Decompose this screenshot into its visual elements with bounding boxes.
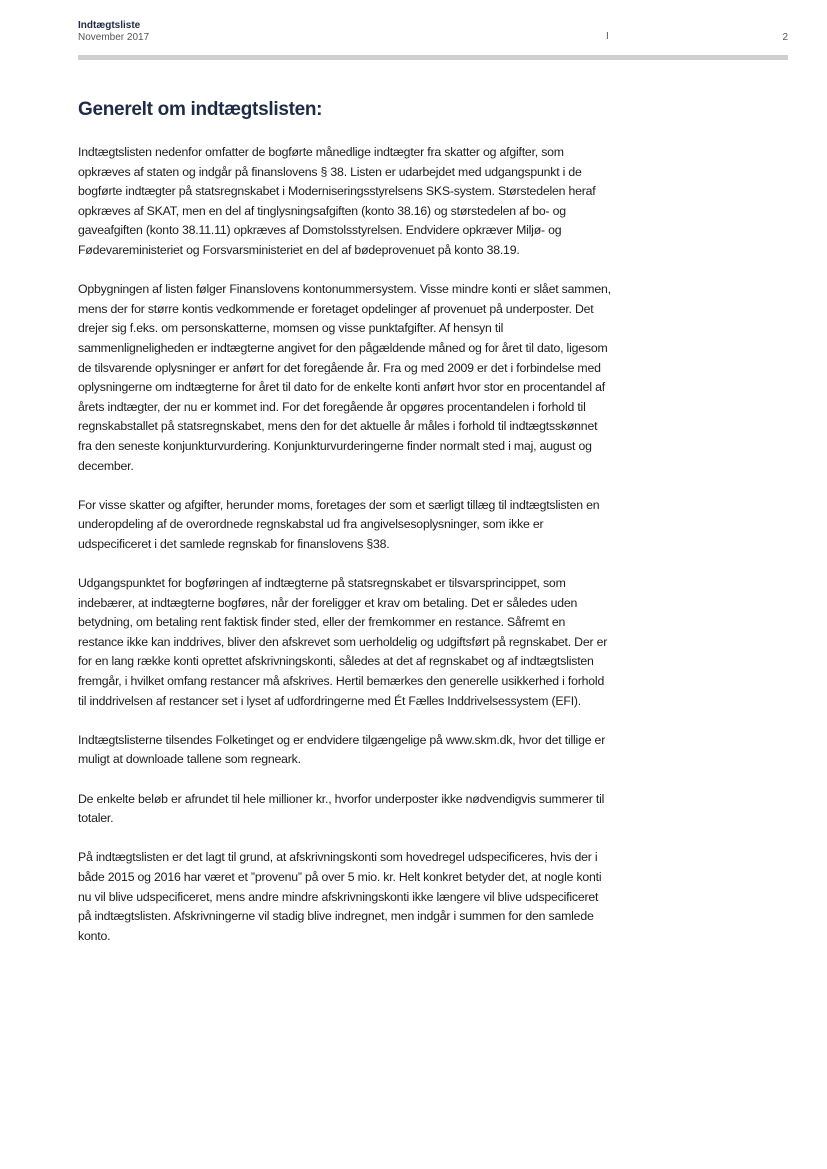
section-body [78,143,613,966]
paragraph: Opbygningen af listen følger Finanslovens kontonummersystem. Visse mindre konti er slået sammen, mens der for større kontis vedkommende er foretaget opdelinger af provenuet på underposter. Det drejer sig f.eks. om personskatterne, momsen og visse punktafgifter. Af hensyn til sammenligneligheden er indtægterne angivet for den pågældende måned og for året til dato, ligesom de tilsvarende oplysninger er anført for det foregående år. Fra og med 2009 er det i forbindelse med oplysningerne om indtægterne for året til dato for de enkelte konti anført hvor stor en procentandel af årets indtægter, der nu er kommet ind. For det foregående år opgøres procentandelen i forhold til regnskabstallet på statsregnskabet, mens den for det aktuelle år måles i forhold til indtægtsskønnet fra den seneste konjunkturvurdering. Konjunkturvurderingerne finder normalt sted i maj, august og december. [78,282,611,473]
paragraph: På indtægtslisten er det lagt til grund, at afskrivningskonti som hovedregel udspecificeres, hvis der i både 2015 og 2016 har været et ”provenu” på over 5 mio. kr. Helt konkret betyder det, at nogle konti nu vil blive udspecificeret, mens andre mindre afskrivningskonti ikke længere vil blive udspecificeret på indtægtslisten. Afskrivningerne vil stadig blive indregnet, men indgår i summen for den samlede konto. [78,850,602,943]
section-heading: Generelt om indtægtslisten: [78,99,323,120]
paragraph: Udgangspunktet for bogføringen af indtægterne på statsregnskabet er tilsvarsprincippet, som indebærer, at indtægterne bogføres, når der foreligger et krav om betaling. Det er således uden betydning, om betaling rent faktisk finder sted, eller der fremkommer en restance. Såfremt en restance ikke kan inddrives, bliver den afskrevet som uerholdelig og udgiftsført på regnskabet. Der er for en lang række konti oprettet afskrivningskonti, således at det af regnskabet og af indtægtslisten fremgår, i hvilket omfang restancer må afskrives. Hertil bemærkes den generelle usikkerhed i forhold til inddrivelsen af restancer set i lyset af udfordringerne med Ét Fælles Inddrivelsessystem (EFI). [78,576,608,708]
document-date: November 2017 [78,32,150,43]
paragraph: Indtægtslisten nedenfor omfatter de bogførte månedlige indtægter fra skatter og afgifter, som opkræves af staten og indgår på finanslovens § 38. Listen er udarbejdet med udgangspunkt i de bogførte indtægter på statsregnskabet i Moderniseringsstyrelsens SKS-system. Størstedelen heraf opkræves af SKAT, men en del af tinglysningsafgiften (konto 38.16) og størstedelen af bo- og gaveafgiften (konto 38.11.11) opkræves af Domstolsstyrelsen. Endvidere opkræver Miljø- og Fødevareministeriet og Forsvarsministeriet en del af bødeprovenuet på konto 38.19. [78,145,596,257]
header-separator: I [606,31,609,42]
document-title: Indtægtsliste [78,20,141,31]
header-divider [78,55,788,60]
paragraph: De enkelte beløb er afrundet til hele millioner kr., hvorfor underposter ikke nødvendigvis summerer til totaler. [78,791,605,826]
paragraph: For visse skatter og afgifter, herunder moms, foretages der som et særligt tillæg til indtægtslisten en underopdeling af de overordnede regnskabstal ud fra angivelsesoplysninger, som ikke er udspecificeret i det samlede regnskab for finanslovens §38. [78,497,600,551]
page-number: 2 [782,32,788,43]
paragraph: Indtægtslisterne tilsendes Folketinget og er endvidere tilgængelige på www.skm.dk, hvor det tillige er muligt at downloade tallene som regneark. [78,732,606,767]
